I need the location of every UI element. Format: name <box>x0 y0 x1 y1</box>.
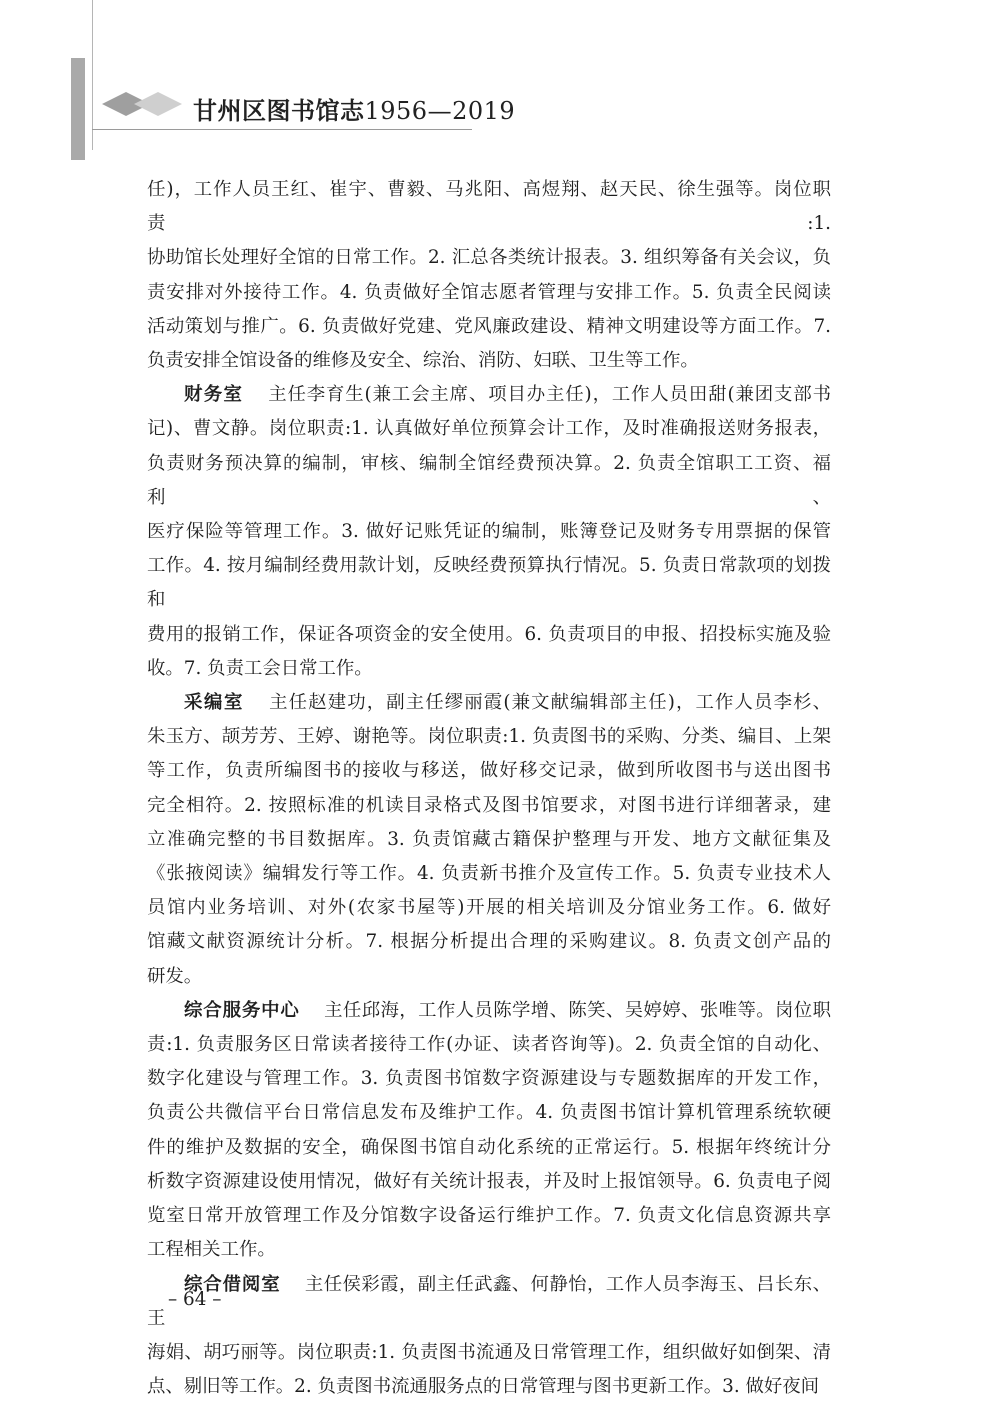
line-text: 览室日常开放管理工作及分馆数字设备运行维护工作。7. 负责文化信息资源共享 <box>147 1205 831 1227</box>
line-text: 主任侯彩霞，副主任武鑫、何静怡，工作人员李海玉、吕长东、王 <box>147 1273 831 1329</box>
line-text: 研发。 <box>147 965 203 987</box>
line-text: 任)，工作人员王红、崔宇、曹毅、马兆阳、高煜翔、赵天民、徐生强等。岗位职责:1. <box>147 179 831 235</box>
text-line <box>147 1199 831 1233</box>
page-number: – 64 – <box>168 1289 222 1310</box>
line-text: 点、剔旧等工作。2. 负责图书流通服务点的日常管理与图书更新工作。3. 做好夜间 <box>147 1376 820 1398</box>
line-text: 主任李育生(兼工会主席、项目办主任)，工作人员田甜(兼团支部书 <box>267 384 831 406</box>
text-line <box>147 618 831 652</box>
line-text: 负责公共微信平台日常信息发布及维护工作。4. 负责图书馆计算机管理系统软硬 <box>147 1102 831 1124</box>
line-text: 海娟、胡巧丽等。岗位职责:1. 负责图书流通及日常管理工作，组织做好如倒架、清 <box>147 1341 831 1363</box>
header-diamond-icon <box>100 91 190 117</box>
page-header-title <box>193 91 515 126</box>
line-text: 数字化建设与管理工作。3. 负责图书馆数字资源建设与专题数据库的开发工作， <box>147 1068 831 1090</box>
header-rule <box>92 129 472 130</box>
text-line <box>147 515 831 549</box>
text-line <box>147 1028 831 1062</box>
section-heading: 综合服务中心 <box>184 999 300 1021</box>
header-gray-bar <box>71 58 85 160</box>
text-line <box>147 412 831 446</box>
text-line <box>147 344 831 378</box>
text-line <box>147 960 831 994</box>
text-line <box>147 1233 831 1267</box>
text-line <box>147 754 831 788</box>
text-line <box>147 686 831 720</box>
line-text: 朱玉方、颉芳芳、王婷、谢艳等。岗位职责:1. 负责图书的采购、分类、编目、上架 <box>147 726 831 748</box>
line-text: 立准确完整的书目数据库。3. 负责馆藏古籍保护整理与开发、地方文献征集及 <box>147 828 831 850</box>
text-line <box>147 891 831 925</box>
text-line <box>147 241 831 275</box>
line-text: 记)、曹文静。岗位职责:1. 认真做好单位预算会计工作，及时准确报送财务报表， <box>147 418 831 440</box>
text-line <box>147 925 831 959</box>
text-line <box>147 378 831 412</box>
text-line <box>147 1165 831 1199</box>
line-text: 协助馆长处理好全馆的日常工作。2. 汇总各类统计报表。3. 组织筹备有关会议，负 <box>147 247 831 269</box>
text-line <box>147 720 831 754</box>
line-text: 主任邱海，工作人员陈学增、陈笑、吴婷婷、张唯等。岗位职 <box>323 999 831 1021</box>
line-text: 责安排对外接待工作。4. 负责做好全馆志愿者管理与安排工作。5. 负责全民阅读 <box>147 281 831 303</box>
margin-vertical-rule <box>92 0 93 150</box>
line-text: 《张掖阅读》编辑发行等工作。4. 负责新书推介及宣传工作。5. 负责专业技术人 <box>147 863 831 885</box>
line-text: 析数字资源建设使用情况，做好有关统计报表，并及时上报馆领导。6. 负责电子阅 <box>147 1170 831 1192</box>
body-text <box>147 173 831 1404</box>
text-line <box>147 549 831 617</box>
line-text: 等工作，负责所编图书的接收与移送，做好移交记录，做到所收图书与送出图书 <box>147 760 831 782</box>
line-text: 负责安排全馆设备的维修及安全、综治、消防、妇联、卫生等工作。 <box>147 350 699 372</box>
line-text: 工作。4. 按月编制经费用款计划，反映经费预算执行情况。5. 负责日常款项的划拨和 <box>147 555 831 611</box>
line-text: 工程相关工作。 <box>147 1239 276 1261</box>
text-line <box>147 1268 831 1336</box>
line-text: 完全相符。2. 按照标准的机读目录格式及图书馆要求，对图书进行详细著录，建 <box>147 794 831 816</box>
text-line <box>147 789 831 823</box>
section-heading: 综合借阅室 <box>184 1273 281 1295</box>
line-text: 收。7. 负责工会日常工作。 <box>147 657 373 679</box>
book-title: 甘州区图书馆志 <box>193 96 365 125</box>
section-heading: 采编室 <box>184 692 245 714</box>
line-text: 费用的报销工作，保证各项资金的安全使用。6. 负责项目的申报、招投标实施及验 <box>147 623 831 645</box>
line-text: 件的维护及数据的安全，确保图书馆自动化系统的正常运行。5. 根据年终统计分 <box>147 1136 831 1158</box>
text-line <box>147 173 831 241</box>
line-text: 主任赵建功，副主任缪丽霞(兼文献编辑部主任)，工作人员李杉、 <box>268 692 831 714</box>
line-text: 员馆内业务培训、对外(农家书屋等)开展的相关培训及分馆业务工作。6. 做好 <box>147 897 831 919</box>
text-line <box>147 1096 831 1130</box>
section-heading: 财务室 <box>184 384 244 406</box>
line-text: 责:1. 负责服务区日常读者接待工作(办证、读者咨询等)。2. 负责全馆的自动化、 <box>147 1034 831 1056</box>
text-line <box>147 1062 831 1096</box>
text-line <box>147 994 831 1028</box>
text-line <box>147 276 831 310</box>
line-text: 馆藏文献资源统计分析。7. 根据分析提出合理的采购建议。8. 负责文创产品的 <box>147 931 831 953</box>
book-years: 1956—2019 <box>364 97 516 125</box>
text-line <box>147 447 831 515</box>
line-text: 负责财务预决算的编制，审核、编制全馆经费预决算。2. 负责全馆职工工资、福利、 <box>147 452 831 508</box>
line-text: 活动策划与推广。6. 负责做好党建、党风廉政建设、精神文明建设等方面工作。7. <box>147 315 831 337</box>
text-line <box>147 1131 831 1165</box>
text-line <box>147 1336 831 1370</box>
text-line <box>147 1370 831 1404</box>
line-text: 医疗保险等管理工作。3. 做好记账凭证的编制，账簿登记及财务专用票据的保管 <box>147 521 831 543</box>
text-line <box>147 857 831 891</box>
text-line <box>147 310 831 344</box>
text-line <box>147 652 831 686</box>
text-line <box>147 823 831 857</box>
